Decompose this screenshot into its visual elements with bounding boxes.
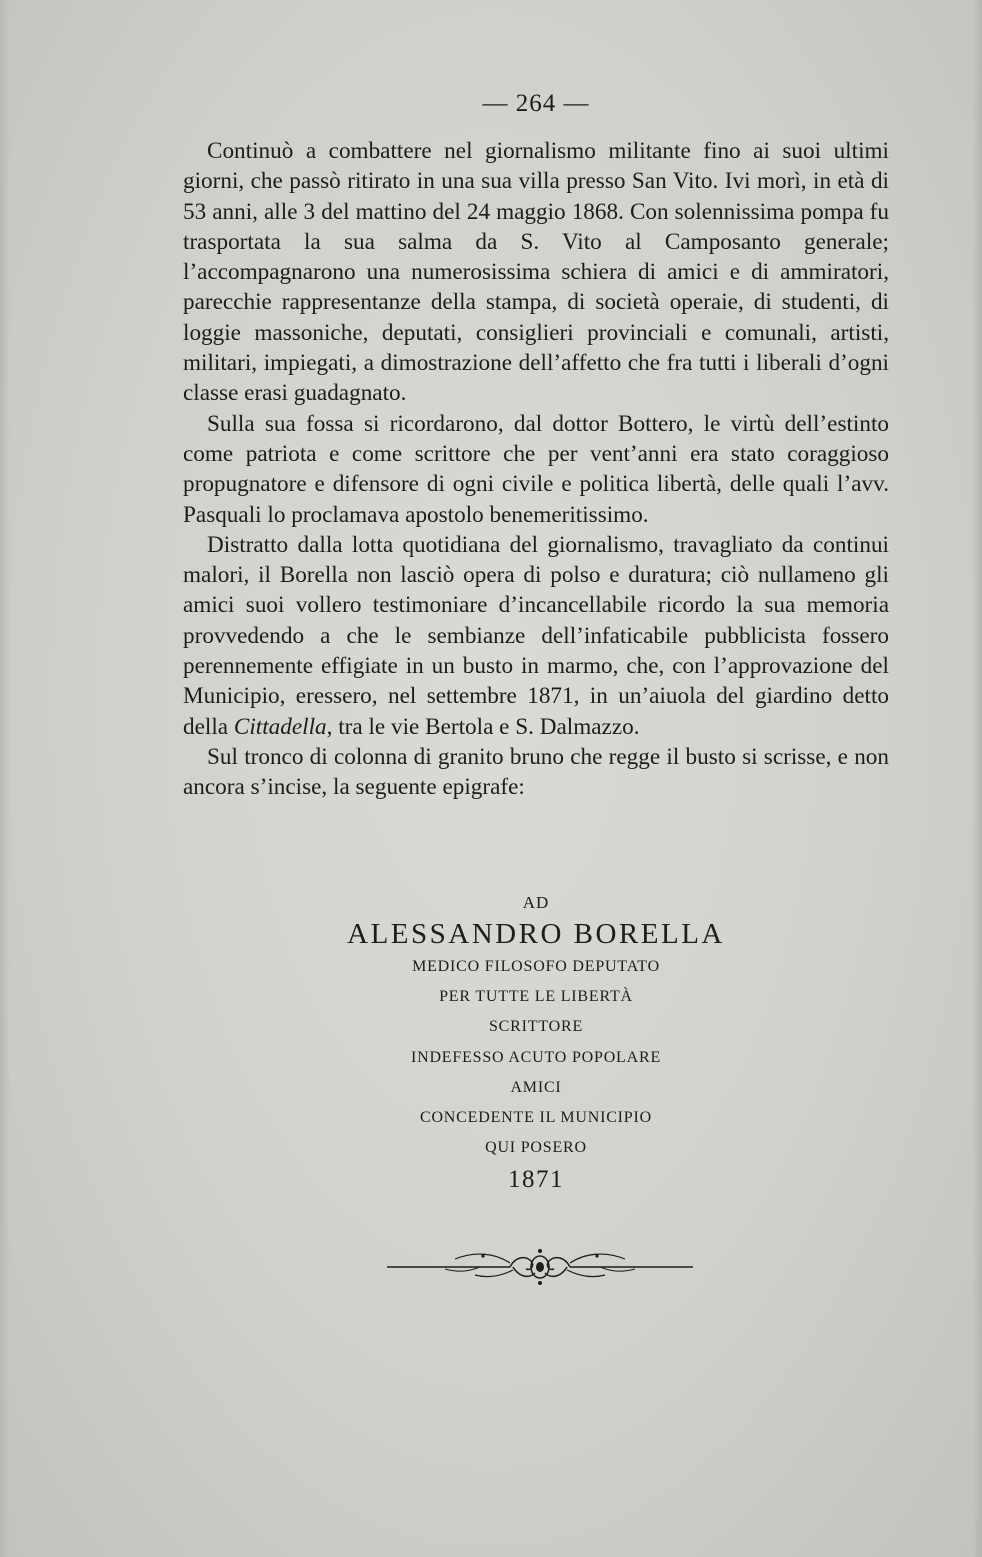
epigraph-year: 1871: [508, 1166, 564, 1194]
paragraph-3: [183, 530, 889, 742]
body-text: [183, 136, 889, 803]
epigraph: [183, 886, 889, 1197]
cittadella-italic: Cittadella: [233, 713, 327, 740]
page-number: — 264 —: [482, 90, 590, 117]
paragraph-1: Continuò a combattere nel giornalismo militante fino ai suoi ultimi giorni, che passò ritirato in una sua villa presso San Vito. Ivi morì, in età di 53 anni, alle 3 del mattino del 24 maggio 1868. Con solennissima pompa fu trasportata la sua salma da S. Vito al Camposanto generale; l’accompagnarono una numerosissima schiera di amici e di ammiratori, parecchie rappresentanze della stampa, di società operaie, di studenti, di loggie massoniche, deputati, consiglieri provinciali e comunali, artisti, militari, impiegati, a dimostrazione dell’affetto che fra tutti i liberali d’ogni classe erasi guadagnato.: [183, 138, 889, 407]
paragraph-3-text-after: , tra le vie Bertola e S. Dalmazzo.: [326, 713, 640, 740]
epigraph-line: CONCEDENTE IL MUNICIPIO: [419, 1109, 652, 1127]
paragraph-3-text-before: Distratto dalla lotta quotidiana del giornalismo, travagliato da continui malori, il Borella non lasciò opera di polso e duratura; ciò nullameno gli amici suoi vollero testimoniare d’incancellabile ricordo la sua memoria provvedendo a che le sembianze dell’infaticabile pubblicista fossero perennemente effigiate in un busto in marmo, che, con l’approvazione del Municipio, eressero, nel settembre 1871, in un’aiuola del giardino detto della: [183, 531, 889, 740]
epigraph-name: ALESSANDRO BORELLA: [347, 918, 725, 950]
epigraph-line: QUI POSERO: [485, 1139, 587, 1157]
epigraph-line: PER TUTTE LE LIBERTÀ: [439, 988, 633, 1006]
epigraph-line: SCRITTORE: [488, 1018, 584, 1036]
page-edge-right: [972, 0, 982, 1557]
epigraph-line: INDEFESSO ACUTO POPOLARE: [410, 1048, 662, 1066]
epigraph-line: AMICI: [510, 1078, 562, 1096]
page-edge-left: [0, 0, 10, 1557]
epigraph-line: MEDICO FILOSOFO DEPUTATO: [412, 958, 660, 975]
decorative-rule-icon: [385, 1245, 695, 1289]
paragraph-4: Sul tronco di colonna di granito bruno che regge il busto si scrisse, e non ancora s’incise, la seguente epigrafe:: [183, 743, 889, 801]
paragraph-2: Sulla sua fossa si ricordarono, dal dottor Bottero, le virtù dell’estinto come patriota e come scrittore che per vent’anni era stato coraggioso propugnatore e difensore di ogni civile e politica libertà, delle quali l’avv. Pasquali lo proclamava apostolo benemeritissimo.: [183, 410, 889, 528]
epigraph-dedication: AD: [522, 893, 550, 912]
